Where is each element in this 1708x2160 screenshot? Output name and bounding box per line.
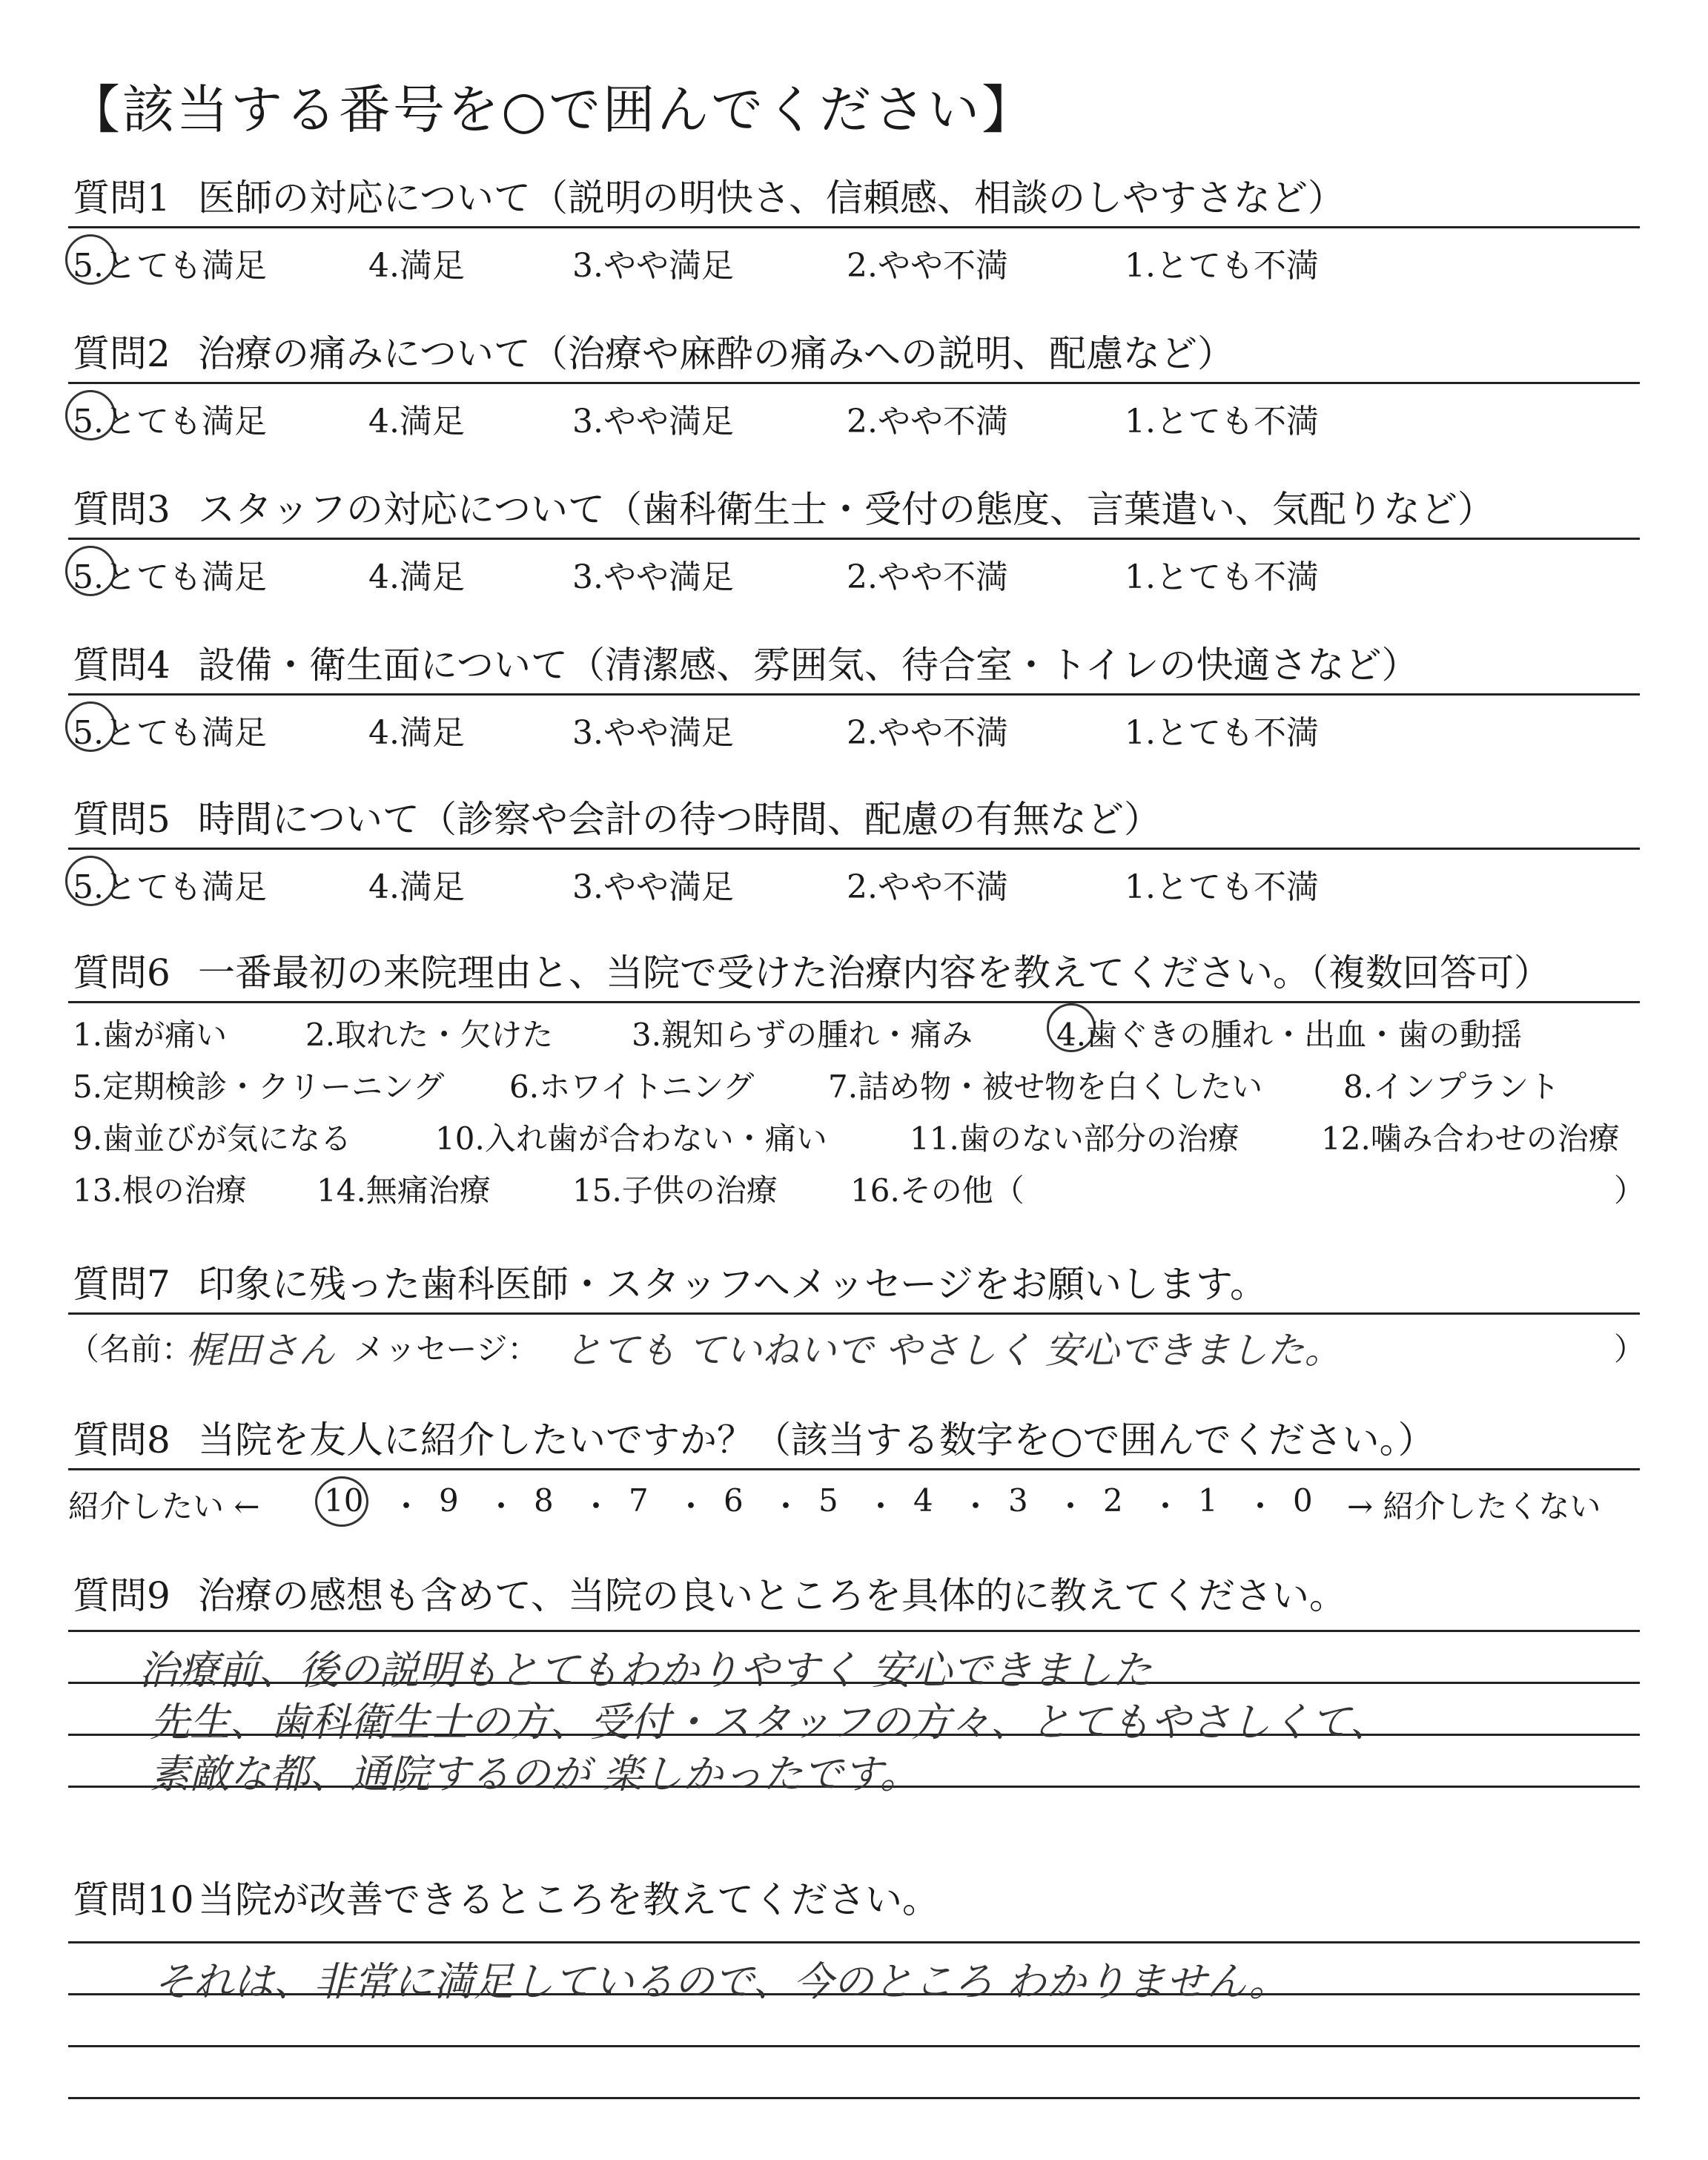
scale-dot: ・ xyxy=(960,1488,992,1525)
option-3[interactable]: 3.やや満足 xyxy=(572,714,734,752)
answer-text[interactable]: それは、非常に満足しているので、今のところ わかりません。 xyxy=(153,1958,1289,2005)
scale-dot: ・ xyxy=(580,1488,612,1525)
treatment-options xyxy=(68,1003,1646,1218)
scale-dot: ・ xyxy=(486,1488,517,1525)
question-header xyxy=(68,1565,1640,1624)
option-5[interactable]: 5.とても満足 xyxy=(73,714,267,752)
question-number: 質問1 xyxy=(73,176,171,219)
option-1[interactable]: 1.とても不満 xyxy=(1125,714,1319,752)
answer-line xyxy=(68,2045,1640,2047)
scale-0[interactable]: 0 xyxy=(1293,1482,1313,1519)
option-row xyxy=(68,1003,1640,1055)
answer-line xyxy=(68,1941,1640,1943)
option-4[interactable]: 4.満足 xyxy=(368,714,465,752)
question-number: 質問6 xyxy=(73,951,171,994)
option-4[interactable]: 4.満足 xyxy=(368,558,465,596)
scale-dot: ・ xyxy=(1150,1488,1182,1525)
question-text: 治療の感想も含めて、当院の良いところを具体的に教えてください。 xyxy=(198,1574,1346,1617)
close-paren: ） xyxy=(1614,1331,1646,1367)
option-15[interactable]: 15.子供の治療 xyxy=(572,1172,778,1209)
option-12[interactable]: 12.噛み合わせの治療 xyxy=(1321,1120,1620,1157)
answer-line xyxy=(68,1630,1640,1632)
option-2[interactable]: 2.やや不満 xyxy=(847,247,1008,285)
question-4 xyxy=(68,634,1640,750)
option-1[interactable]: 1.とても不満 xyxy=(1125,403,1319,440)
option-2[interactable]: 2.やや不満 xyxy=(847,714,1008,752)
option-5[interactable]: 5.とても満足 xyxy=(73,403,267,440)
question-7 xyxy=(68,1253,1646,1381)
option-10[interactable]: 10.入れ歯が合わない・痛い xyxy=(435,1120,827,1157)
recommend-scale xyxy=(68,1470,1640,1530)
answer-text[interactable]: 治療前、後の説明もとてもわかりやすく 安心できました xyxy=(139,1647,1153,1694)
close-paren: ） xyxy=(1614,1172,1646,1209)
question-header xyxy=(68,1869,1640,1928)
question-text: 医師の対応について（説明の明快さ、信頼感、相談のしやすさなど） xyxy=(198,176,1345,219)
scale-1[interactable]: 1 xyxy=(1198,1482,1218,1519)
question-5 xyxy=(68,788,1640,905)
scale-dot: ・ xyxy=(391,1488,423,1525)
option-8[interactable]: 8.インプラント xyxy=(1343,1069,1560,1105)
scale-dot: ・ xyxy=(1245,1488,1277,1525)
scale-6[interactable]: 6 xyxy=(724,1482,744,1519)
name-value[interactable]: 梶田さん xyxy=(187,1329,335,1372)
question-number: 質問7 xyxy=(73,1263,171,1306)
option-1[interactable]: 1.とても不満 xyxy=(1125,868,1319,906)
option-11[interactable]: 11.歯のない部分の治療 xyxy=(910,1120,1239,1157)
question-number: 質問5 xyxy=(73,798,171,841)
question-number: 質問2 xyxy=(73,332,171,375)
scale-dot: ・ xyxy=(770,1488,802,1525)
question-text: 一番最初の来院理由と、当院で受けた治療内容を教えてください。（複数回答可） xyxy=(198,951,1551,994)
question-1 xyxy=(68,167,1640,283)
name-label: （名前： xyxy=(68,1331,193,1367)
answer-text[interactable]: 素敵な都、通院するのが 楽しかったです。 xyxy=(150,1751,920,1797)
option-5[interactable]: 5.とても満足 xyxy=(73,558,267,596)
option-3[interactable]: 3.親知らずの腫れ・痛み xyxy=(632,1017,973,1053)
option-13[interactable]: 13.根の治療 xyxy=(73,1172,247,1209)
question-text: 時間について（診察や会計の待つ時間、配慮の有無など） xyxy=(198,798,1161,841)
scale-dot: ・ xyxy=(675,1488,707,1525)
question-header xyxy=(68,1409,1640,1470)
form-title: 【該当する番号を○で囲んでください】 xyxy=(68,79,1036,140)
message-label: メッセージ： xyxy=(354,1331,539,1367)
option-1[interactable]: 1.とても不満 xyxy=(1125,247,1319,285)
scale-dot: ・ xyxy=(1055,1488,1087,1525)
message-row xyxy=(68,1315,1646,1381)
question-number: 質問8 xyxy=(73,1418,171,1462)
scale-2[interactable]: 2 xyxy=(1103,1482,1123,1519)
question-text: 印象に残った歯科医師・スタッフへメッセージをお願いします。 xyxy=(198,1263,1267,1306)
question-number: 質問4 xyxy=(73,644,171,687)
question-8 xyxy=(68,1409,1640,1530)
question-text: 治療の痛みについて（治療や麻酔の痛みへの説明、配慮など） xyxy=(198,332,1234,375)
option-4[interactable]: 4.満足 xyxy=(368,403,465,440)
answer-text[interactable]: 先生、歯科衛生士の方、受付・スタッフの方々、とてもやさしくて、 xyxy=(150,1699,1390,1745)
scale-9[interactable]: 9 xyxy=(439,1482,459,1519)
scale-4[interactable]: 4 xyxy=(913,1482,933,1519)
option-4[interactable]: 4.歯ぐきの腫れ・出血・歯の動揺 xyxy=(1056,1017,1523,1053)
answer-line xyxy=(68,2097,1640,2099)
option-1[interactable]: 1.とても不満 xyxy=(1125,558,1319,596)
option-2[interactable]: 2.やや不満 xyxy=(847,558,1008,596)
question-header xyxy=(68,634,1640,696)
question-header xyxy=(68,323,1640,384)
option-7[interactable]: 7.詰め物・被せ物を白くしたい xyxy=(828,1069,1263,1105)
option-4[interactable]: 4.満足 xyxy=(368,868,465,906)
question-number: 質問9 xyxy=(73,1574,171,1617)
scale-10[interactable]: 10 xyxy=(324,1482,364,1519)
scale-3[interactable]: 3 xyxy=(1008,1482,1028,1519)
rating-options xyxy=(68,696,1640,750)
rating-options xyxy=(68,850,1640,905)
question-number: 質問3 xyxy=(73,488,171,531)
rating-options xyxy=(68,540,1640,595)
option-2[interactable]: 2.やや不満 xyxy=(847,403,1008,440)
question-header xyxy=(68,478,1640,540)
option-3[interactable]: 3.やや満足 xyxy=(572,558,734,596)
question-header xyxy=(68,1253,1640,1315)
option-6[interactable]: 6.ホワイトニング xyxy=(509,1069,755,1105)
option-row xyxy=(68,1055,1640,1107)
option-row xyxy=(68,1107,1640,1159)
question-header xyxy=(68,167,1640,228)
option-16[interactable]: 16.その他（ xyxy=(850,1172,1025,1209)
option-4[interactable]: 4.満足 xyxy=(368,247,465,285)
question-number: 質問10 xyxy=(73,1878,194,1921)
scale-right-label: → 紹介したくない xyxy=(1347,1488,1601,1525)
question-9 xyxy=(68,1565,1640,1797)
scale-left-label: 紹介したい ← xyxy=(68,1488,260,1525)
option-3[interactable]: 3.やや満足 xyxy=(572,868,734,906)
question-3 xyxy=(68,478,1640,595)
option-row xyxy=(68,1159,1646,1211)
option-1[interactable]: 1.歯が痛い xyxy=(73,1017,228,1053)
option-14[interactable]: 14.無痛治療 xyxy=(317,1172,491,1209)
rating-options xyxy=(68,384,1640,439)
option-5[interactable]: 5.定期検診・クリーニング xyxy=(73,1069,445,1105)
question-2 xyxy=(68,323,1640,439)
question-text: 当院を友人に紹介したいですか？（該当する数字を○で囲んでください。） xyxy=(198,1418,1435,1462)
option-5[interactable]: 5.とても満足 xyxy=(73,247,267,285)
question-header xyxy=(68,942,1640,1003)
option-2[interactable]: 2.取れた・欠けた xyxy=(305,1017,554,1053)
scale-dot: ・ xyxy=(865,1488,897,1525)
message-value[interactable]: とても ていねいで やさしく 安心できました。 xyxy=(565,1329,1342,1372)
option-9[interactable]: 9.歯並びが気になる xyxy=(73,1120,352,1157)
scale-8[interactable]: 8 xyxy=(534,1482,554,1519)
rating-options xyxy=(68,228,1640,283)
question-text: 設備・衛生面について（清潔感、雰囲気、待合室・トイレの快適さなど） xyxy=(198,644,1419,687)
option-2[interactable]: 2.やや不満 xyxy=(847,868,1008,906)
question-text: 当院が改善できるところを教えてください。 xyxy=(198,1878,939,1921)
option-3[interactable]: 3.やや満足 xyxy=(572,247,734,285)
question-header xyxy=(68,788,1640,850)
question-10 xyxy=(68,1869,1640,2005)
option-3[interactable]: 3.やや満足 xyxy=(572,403,734,440)
option-5[interactable]: 5.とても満足 xyxy=(73,868,267,906)
scale-7[interactable]: 7 xyxy=(629,1482,649,1519)
question-6 xyxy=(68,942,1646,1218)
scale-5[interactable]: 5 xyxy=(818,1482,838,1519)
question-text: スタッフの対応について（歯科衛生士・受付の態度、言葉遣い、気配りなど） xyxy=(198,488,1494,531)
